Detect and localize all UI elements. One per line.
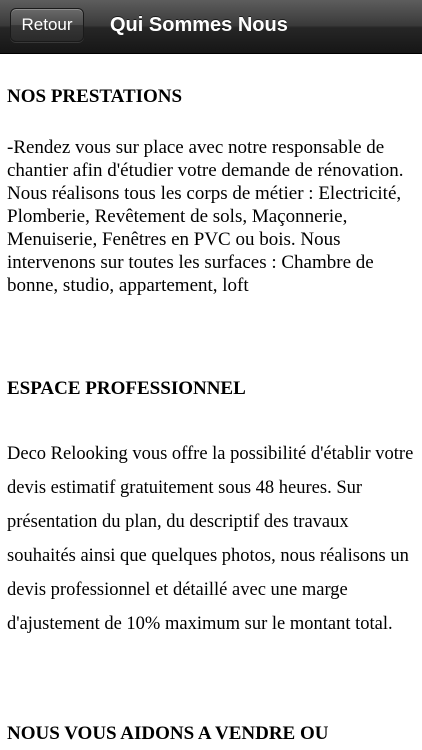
section-body-professionnel: Deco Relooking vous offre la possibilité d'établir votre devis estimatif gratuitement sous 48 heures. Sur présentation du plan, du descriptif des travaux souhaités ainsi que quelques photos, nous réalisons un devis professionnel et détaillé avec une marge d'ajustement de 10% maximum sur le montant total. (7, 444, 414, 634)
back-button[interactable]: Retour (10, 8, 84, 42)
section-body-prestations: -Rendez vous sur place avec notre responsable de chantier afin d'étudier votre demande de rénovation. Nous réalisons tous les corps de métier : Electricité, Plomberie, Revêtement de sols, Maçonnerie, Menuiserie, Fenêtres en PVC ou bois. Nous intervenons sur toutes les surfaces : Chambre de bonne, studio, appartement, loft (7, 137, 404, 296)
content-area[interactable] (0, 54, 422, 750)
page-title: Qui Sommes Nous (110, 14, 288, 36)
section-heading-vendre: NOUS VOUS AIDONS A VENDRE OU (7, 723, 329, 744)
section-heading-professionnel: ESPACE PROFESSIONNEL (7, 378, 246, 399)
navigation-bar (0, 0, 422, 54)
section-heading-prestations: NOS PRESTATIONS (7, 86, 183, 107)
